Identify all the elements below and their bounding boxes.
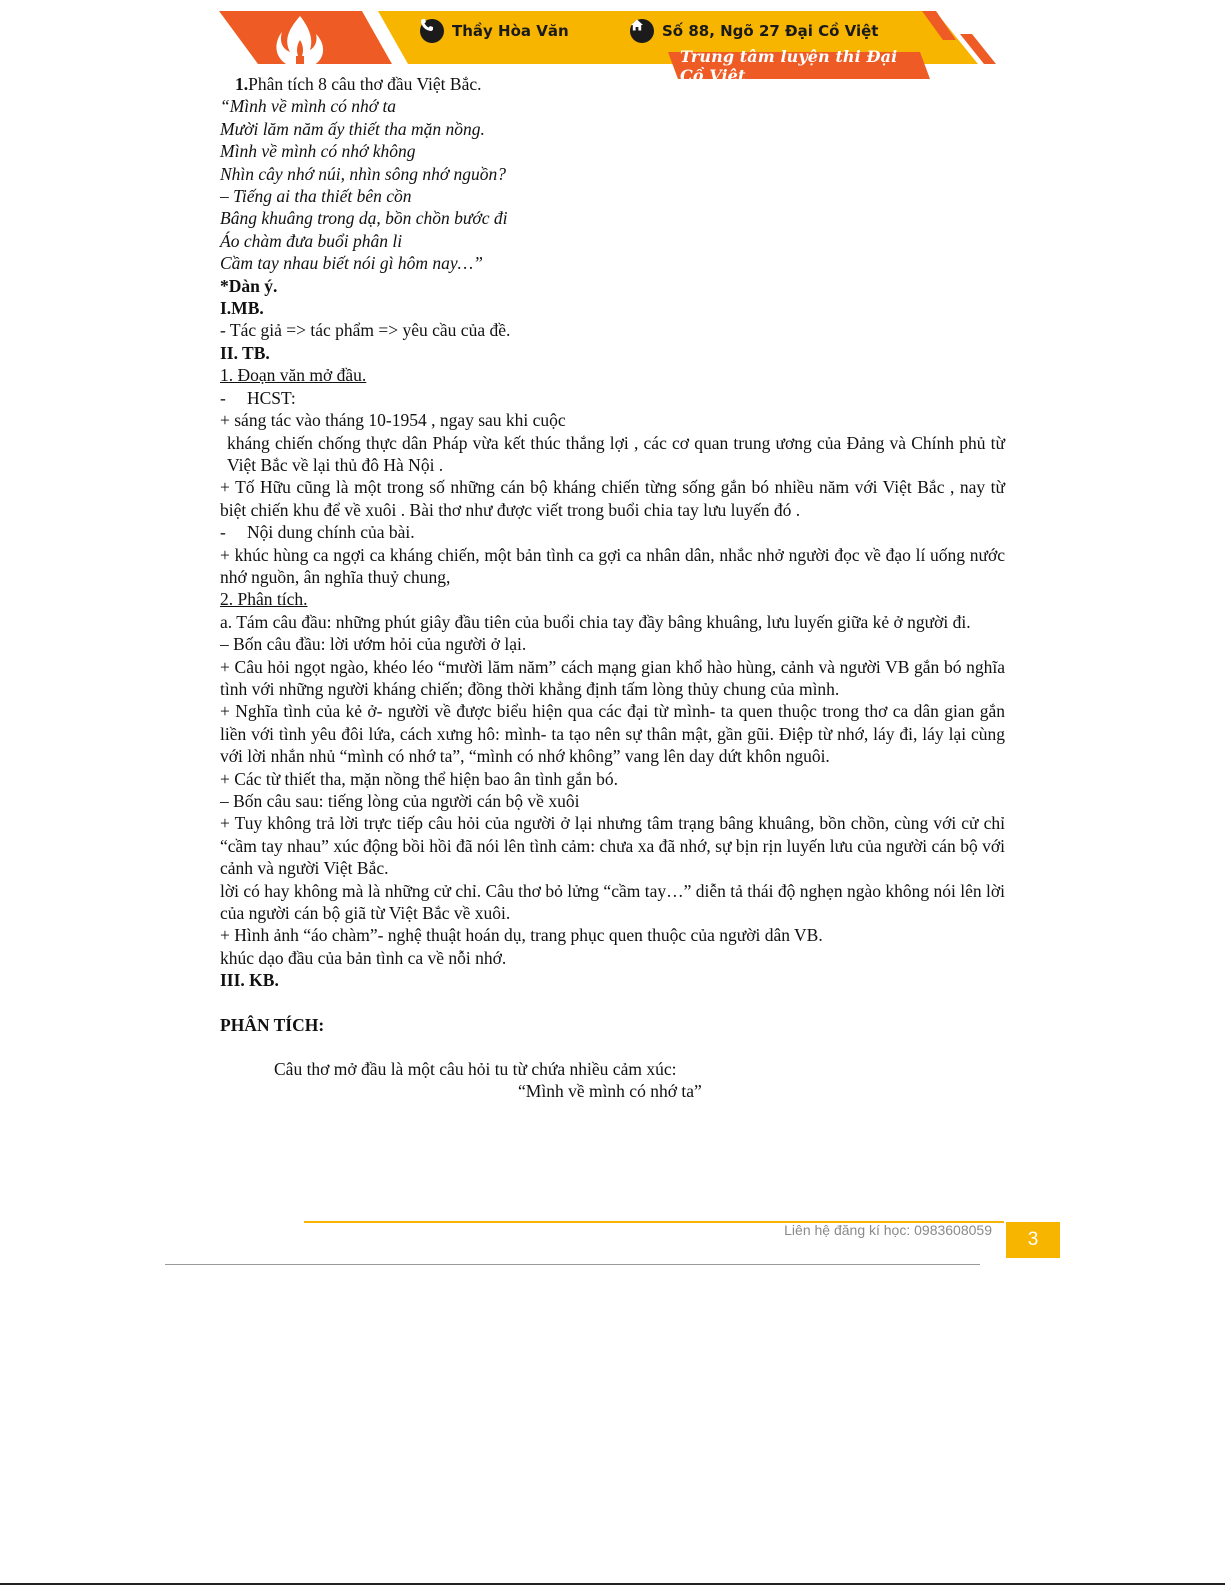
paragraph: + Nghĩa tình của kẻ ở- người về được biểu hiện qua các đại từ mình- ta quen thuộc trong thơ ca dân gian gắn liền với tình yêu đôi lứa, cách xưng hô: mình- ta tạo nên sự thân mật, gần gũi. Điệp từ nhớ, láy đi, láy lại cùng với lời nhắn nhủ “mình có nhớ ta”, “mình có nhớ không” vang lên day dứt khôn nguôi. [220, 701, 1005, 767]
section-heading [220, 73, 1005, 95]
footer-divider [165, 1264, 980, 1265]
home-icon [630, 19, 654, 43]
footer-contact: Liên hệ đăng kí học: 0983608059 [784, 1222, 992, 1238]
header-slogan: Trung tâm luyện thi Đại Cồ Việt [680, 47, 898, 85]
poem-line: Nhìn cây nhớ núi, nhìn sông nhớ nguồn? [220, 163, 507, 184]
address-text: Số 88, Ngõ 27 Đại Cồ Việt [662, 22, 879, 40]
contact-name-text: Thầy Hòa Văn [452, 22, 569, 40]
subheading-analysis: 2. Phân tích. [220, 589, 308, 610]
hcst-label: HCST: [247, 387, 296, 408]
poem-line: – Tiếng ai tha thiết bên cồn [220, 186, 412, 207]
content-label: Nội dung chính của bài. [247, 522, 415, 543]
analysis-intro: Câu thơ mở đầu là một câu hỏi tu từ chứa nhiều cảm xúc: [274, 1059, 677, 1080]
list-item: - Nội dung chính của bài. [220, 522, 415, 543]
paragraph: khúc dạo đầu của bản tình ca về nỗi nhớ. [220, 947, 507, 968]
paragraph: + Tuy không trả lời trực tiếp câu hỏi của người ở lại nhưng tâm trạng bâng khuâng, bồn chồn, cùng với cử chỉ “cầm tay nhau” xúc động bồi hồi đã nói lên tình cảm: chưa xa đã nhớ, sự bịn rịn luyến lưu của người cán bộ với cảnh và người Việt Bắc. [220, 813, 1005, 879]
page-number: 3 [1006, 1222, 1060, 1258]
heading-number: 1. [235, 74, 249, 94]
paragraph: + khúc hùng ca ngợi ca kháng chiến, một bản tình ca gợi ca nhân dân, nhắc nhở người đọc về đạo lí uống nước nhớ nguồn, ân nghĩa thuỷ chung, [220, 544, 1005, 587]
body-heading: II. TB. [220, 342, 270, 363]
intro-line: - Tác giả => tác phẩm => yêu cầu của đề. [220, 320, 511, 341]
paragraph: + Câu hỏi ngọt ngào, khéo léo “mười lăm năm” cách mạng gian khổ hào hùng, cảnh và người VB gắn bó nghĩa tình với những người kháng chiến; đồng thời khẳng định tấm lòng thủy chung của mình. [220, 656, 1005, 699]
conclusion-heading: III. KB. [220, 970, 279, 991]
poem-line: “Mình về mình có nhớ ta [220, 96, 397, 117]
poem-line: Mình về mình có nhớ không [220, 141, 416, 162]
paragraph: kháng chiến chống thực dân Pháp vừa kết thúc thắng lợi , các cơ quan trung ương của Đảng và Chính phủ từ Việt Bắc về lại thủ đô Hà Nội . [227, 432, 1005, 475]
paragraph: a. Tám câu đầu: những phút giây đầu tiên của buổi chia tay đầy bâng khuâng, lưu luyến giữa kẻ ở người đi. [220, 611, 971, 632]
paragraph: + sáng tác vào tháng 10-1954 , ngay sau khi cuộc [220, 410, 566, 431]
paragraph: – Bốn câu sau: tiếng lòng của người cán bộ về xuôi [220, 791, 580, 811]
subheading-opening: 1. Đoạn văn mở đầu. [220, 365, 367, 386]
paragraph: + Các từ thiết tha, mặn nồng thể hiện bao ân tình gắn bó. [220, 768, 618, 789]
list-item: - HCST: [220, 387, 296, 408]
paragraph: + Hình ảnh “áo chàm”- nghệ thuật hoán dụ, trang phục quen thuộc của người dân VB. [220, 925, 823, 946]
paragraph: – Bốn câu đầu: lời ướm hỏi của người ở lại. [220, 634, 527, 655]
poem-block [220, 95, 1005, 274]
header-contact-name [420, 18, 569, 44]
poem-line: Cầm tay nhau biết nói gì hôm nay…” [220, 253, 483, 274]
document-body [220, 73, 1005, 1103]
paragraph: + Tố Hữu cũng là một trong số những cán bộ kháng chiến từng sống gắn bó nhiều năm với Việt Bắc , nay từ biệt chiến khu để về xuôi . Bài thơ như được viết trong buổi chia tay lưu luyến đó . [220, 477, 1005, 520]
phone-icon [420, 19, 444, 43]
analysis-heading: PHÂN TÍCH: [220, 1014, 325, 1035]
analysis-quote: “Mình về mình có nhớ ta” [518, 1081, 702, 1102]
header-address [630, 18, 878, 44]
paragraph: lời có hay không mà là những cử chỉ. Câu thơ bỏ lửng “cầm tay…” diễn tả thái độ nghẹn ngào không nói lên lời của người cán bộ giã từ Việt Bắc về xuôi. [220, 880, 1005, 924]
intro-heading: I.MB. [220, 298, 264, 319]
poem-line: Áo chàm đưa buổi phân li [220, 230, 403, 251]
poem-line: Bâng khuâng trong dạ, bồn chồn bước đi [220, 208, 508, 229]
outline-heading: *Dàn ý. [220, 275, 278, 296]
poem-line: Mười lăm năm ấy thiết tha mặn nồng. [220, 118, 485, 139]
heading-text: Phân tích 8 câu thơ đầu Việt Bắc. [248, 74, 482, 94]
